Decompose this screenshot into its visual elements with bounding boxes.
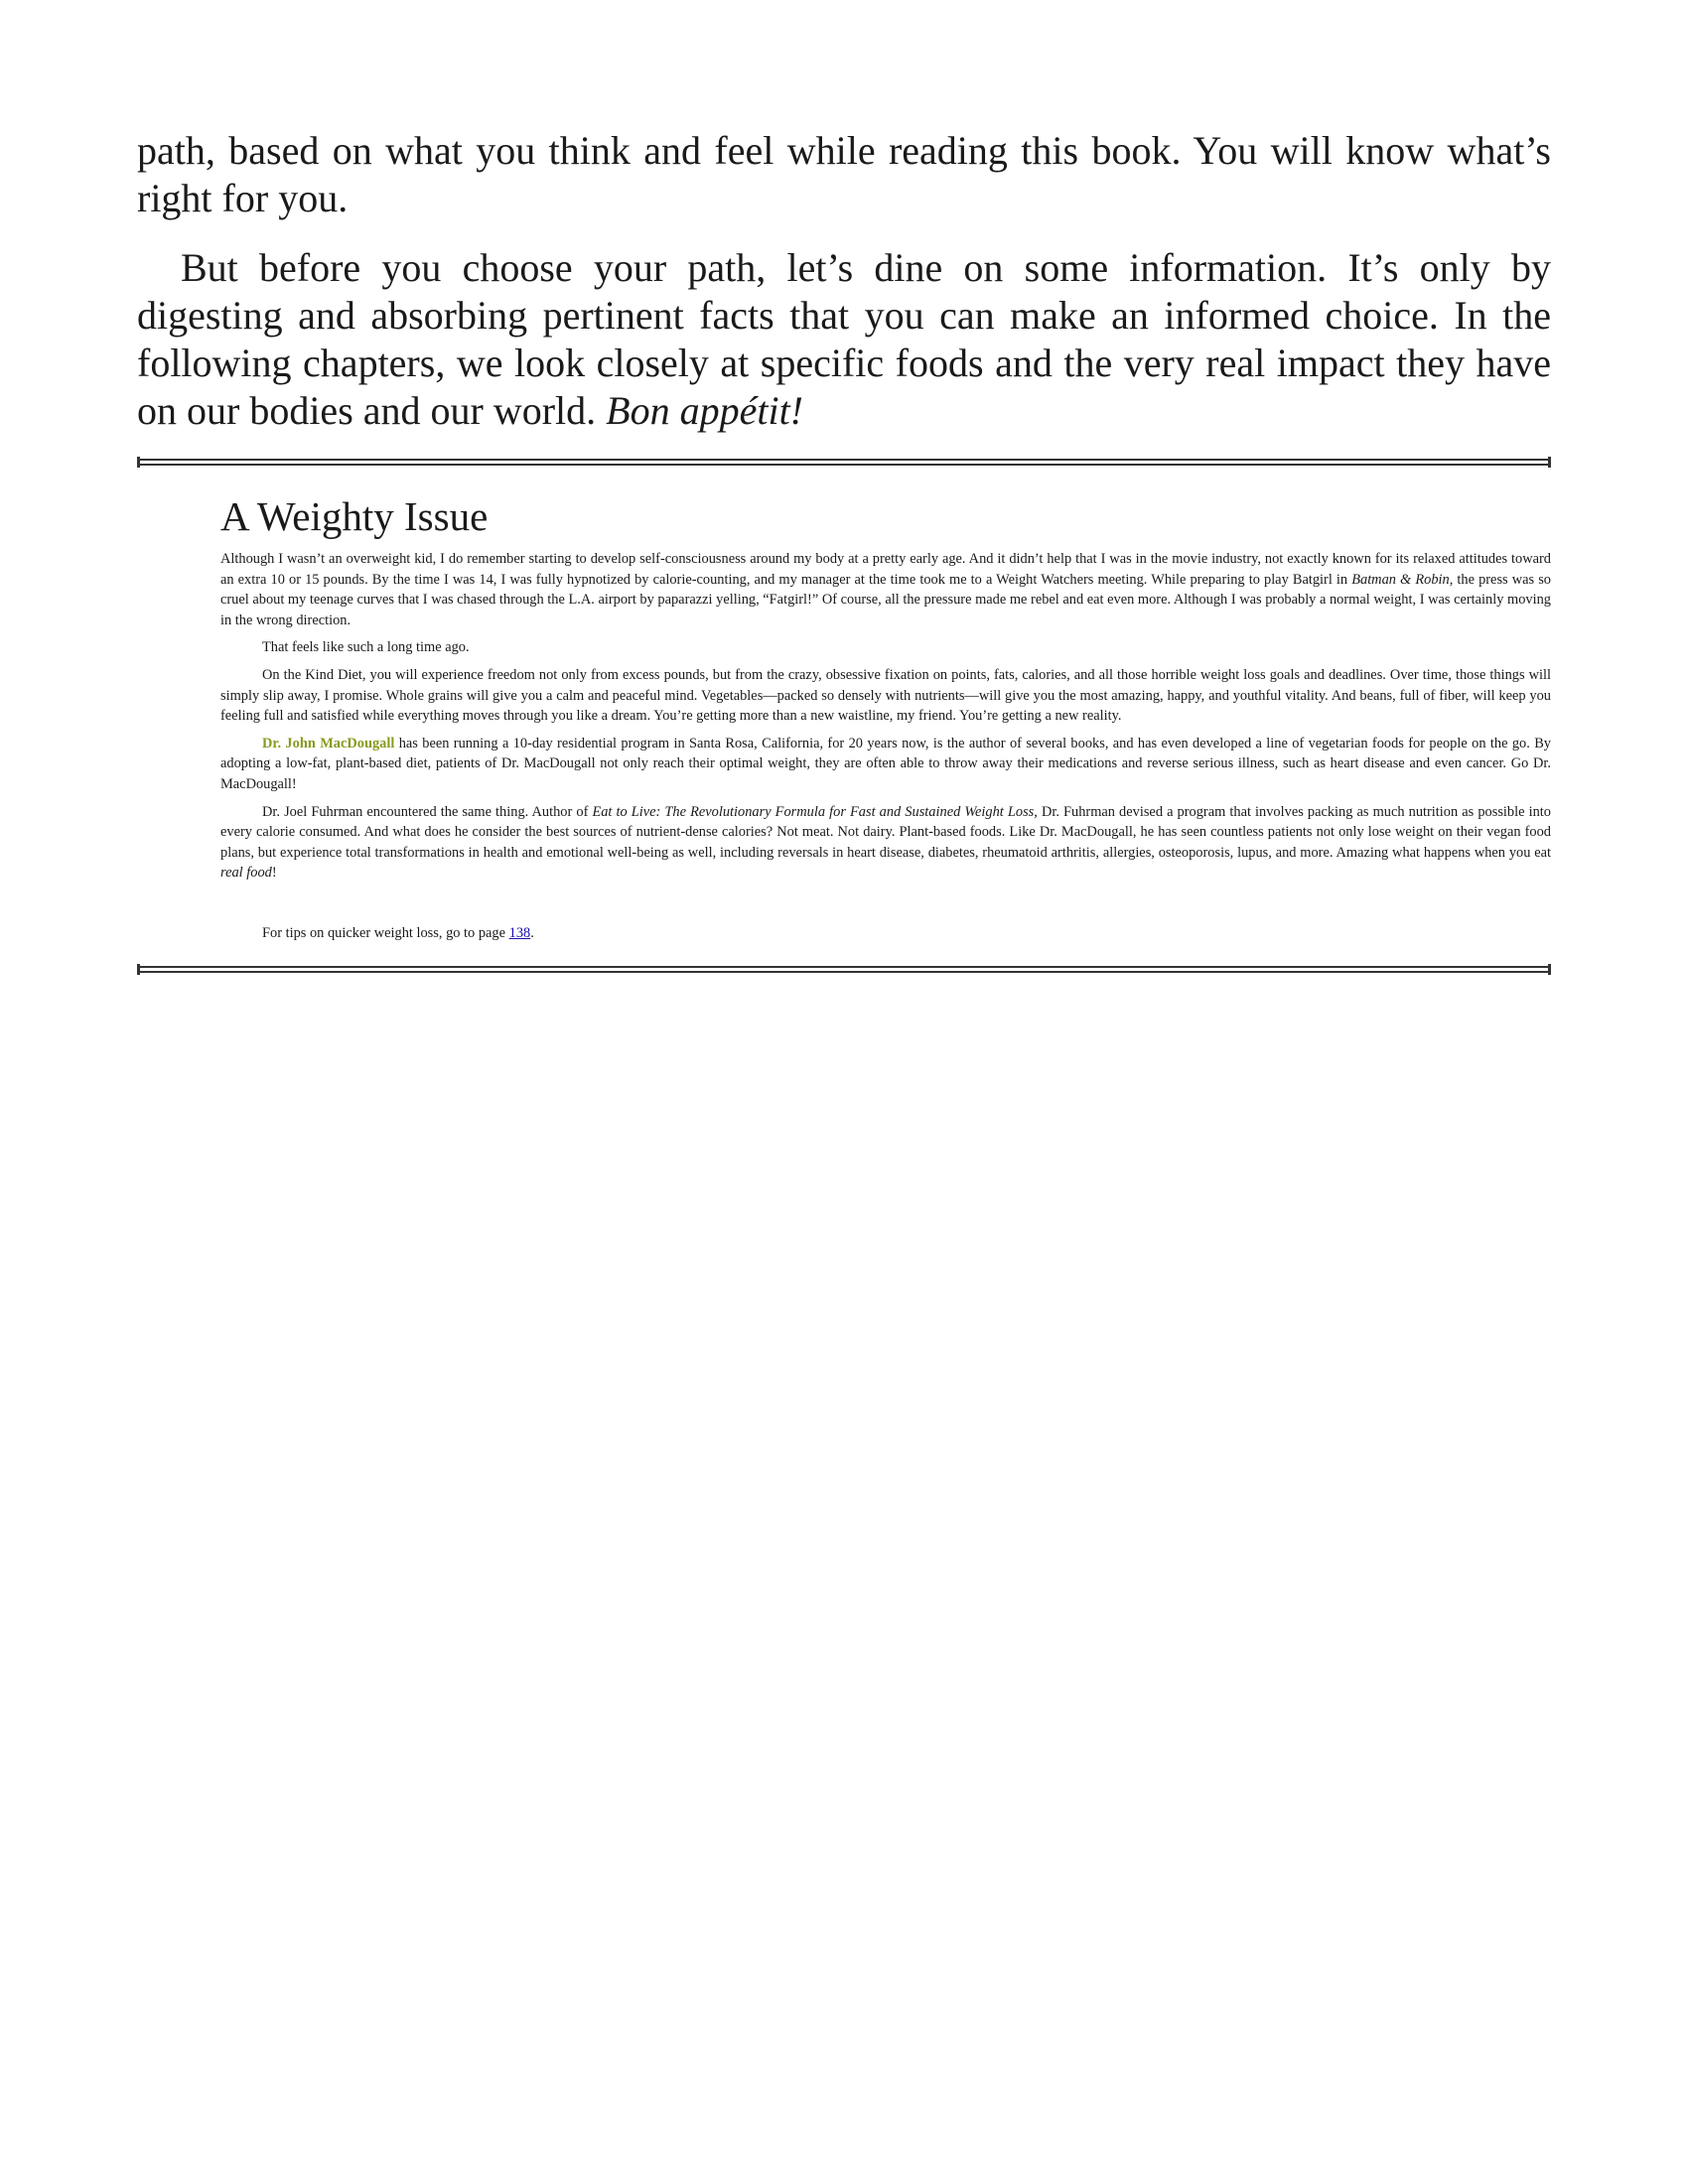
- sidebar-paragraph: [220, 549, 1551, 630]
- sidebar-text: , the press was so cruel about my teenage curves that I was chased through the L.A. airport by paparazzi yelling, “Fatgirl!” Of course, all the pressure made me rebel and eat even more. Although I was probably a normal weight, I was certainly moving in the wrong direction.: [220, 571, 1551, 628]
- page-reference-link[interactable]: 138: [508, 924, 531, 941]
- main-text: [137, 127, 1551, 435]
- book-title-italic: Eat to Live: The Revolutionary Formula for Fast and Sustained Weight Loss,: [592, 803, 1038, 820]
- sidebar-paragraph: [220, 734, 1551, 795]
- page: [137, 127, 1551, 973]
- tip-paragraph: [220, 923, 1551, 944]
- sidebar-text: Dr. Joel Fuhrman encountered the same thing. Author of: [262, 803, 593, 820]
- sidebar-box: [137, 466, 1551, 944]
- sidebar-paragraph: That feels like such a long time ago.: [262, 639, 470, 656]
- sidebar-paragraph: On the Kind Diet, you will experience freedom not only from excess pounds, but from the crazy, obsessive fixation on points, fats, calories, and all those horrible weight loss goals and deadlines. Over time, those things will simply slip away, I promise. Whole grains will give you a calm and peaceful mind. Vegetables—packed so densely with nutrients—will give you the most amazing, happy, and youthful vitality. And beans, full of fiber, will keep you feeling full and satisfied while everything moves through you like a dream. You’re getting more than a new waistline, my friend. You’re getting a new reality.: [220, 666, 1551, 725]
- sidebar-title: A Weighty Issue: [220, 493, 489, 539]
- highlighted-name: Dr. John MacDougall: [262, 735, 395, 751]
- sidebar-bottom-rule: [137, 966, 1551, 973]
- tip-text: For tips on quicker weight loss, go to page: [262, 924, 509, 941]
- body-text: But before you choose your path, let’s dine on some information. It’s only by digesting and absorbing pertinent facts that you can make an informed choice. In the following chapters, we look closely at specific foods and the very real impact they have on our bodies and our world.: [137, 245, 1551, 433]
- sidebar-text: !: [271, 865, 277, 882]
- tip-text: .: [530, 924, 534, 941]
- sidebar-paragraph: [220, 802, 1551, 884]
- sidebar-text: has been running a 10-day residential program in Santa Rosa, California, for 20 years now, is the author of several books, and has even developed a line of vegetarian foods for people on the go. By adopting a low-fat, plant-based diet, patients of Dr. MacDougall not only reach their optimal weight, they are often able to throw away their medications and reverse serious illness, such as heart disease and even cancer. Go Dr. MacDougall!: [220, 735, 1551, 792]
- body-italic-text: Bon appétit!: [606, 388, 804, 433]
- sidebar-italic-text: real food: [220, 865, 272, 882]
- body-paragraph: path, based on what you think and feel while reading this book. You will know what’s right for you.: [137, 128, 1551, 220]
- sidebar-text: Although I wasn’t an overweight kid, I do remember starting to develop self-consciousness around my body at a pretty early age. And it didn’t help that I was in the movie industry, not exactly known for its relaxed attitudes toward an extra 10 or 15 pounds. By the time I was 14, I was fully hypnotized by calorie-counting, and my manager at the time took me to a Weight Watchers meeting. While preparing to play Batgirl in: [220, 551, 1551, 588]
- body-paragraph: [137, 244, 1551, 435]
- sidebar-top-rule: [137, 459, 1551, 466]
- sidebar-italic-text: Batman & Robin: [1351, 571, 1450, 588]
- sidebar-text: Dr. Fuhrman devised a program that involves packing as much nutrition as possible into every calorie consumed. And what does he consider the best sources of nutrient-dense calories? Not meat. Not dairy. Plant-based foods. Like Dr. MacDougall, he has seen countless patients not only lose weight on their vegan food plans, but experience total transformations in health and emotional well-being as well, including reversals in heart disease, diabetes, rheumatoid arthritis, allergies, osteoporosis, lupus, and more. Amazing what happens when you eat: [220, 803, 1551, 861]
